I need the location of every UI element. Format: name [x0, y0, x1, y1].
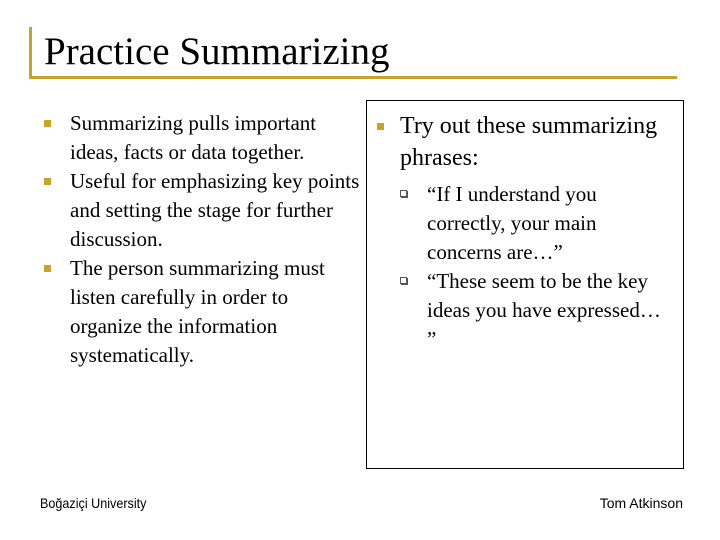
hollow-square-bullet-icon	[400, 277, 407, 284]
footer-institution: Boğaziçi University	[40, 495, 147, 511]
list-item	[375, 110, 675, 174]
phrase-text: “These seem to be the key ideas you have expressed… ”	[427, 269, 661, 351]
bullet-text: Try out these summarizing phrases:	[400, 113, 658, 171]
list-item	[40, 109, 360, 167]
square-bullet-icon	[377, 123, 384, 130]
phrases-content	[375, 110, 675, 354]
bullet-text: The person summarizing must listen carefully in order to organize the information systematically.	[70, 256, 325, 367]
square-bullet-icon	[44, 265, 51, 272]
left-content	[40, 109, 360, 370]
list-item	[40, 254, 360, 370]
list-item	[400, 180, 675, 267]
left-bullet-list	[40, 109, 360, 370]
phrases-box	[366, 100, 684, 469]
footer-author: Tom Atkinson	[599, 495, 683, 511]
list-item	[40, 167, 360, 254]
square-bullet-icon	[44, 120, 51, 127]
bullet-text: Summarizing pulls important ideas, facts or data together.	[70, 111, 317, 164]
phrase-text: “If I understand you correctly, your main concerns are…”	[427, 182, 597, 264]
bullet-text: Useful for emphasizing key points and setting the stage for further discussion.	[70, 169, 360, 251]
phrase-sub-list	[375, 180, 675, 354]
hollow-square-bullet-icon	[400, 190, 407, 197]
list-item	[400, 267, 675, 354]
square-bullet-icon	[44, 178, 51, 185]
slide-title: Practice Summarizing	[44, 30, 390, 73]
